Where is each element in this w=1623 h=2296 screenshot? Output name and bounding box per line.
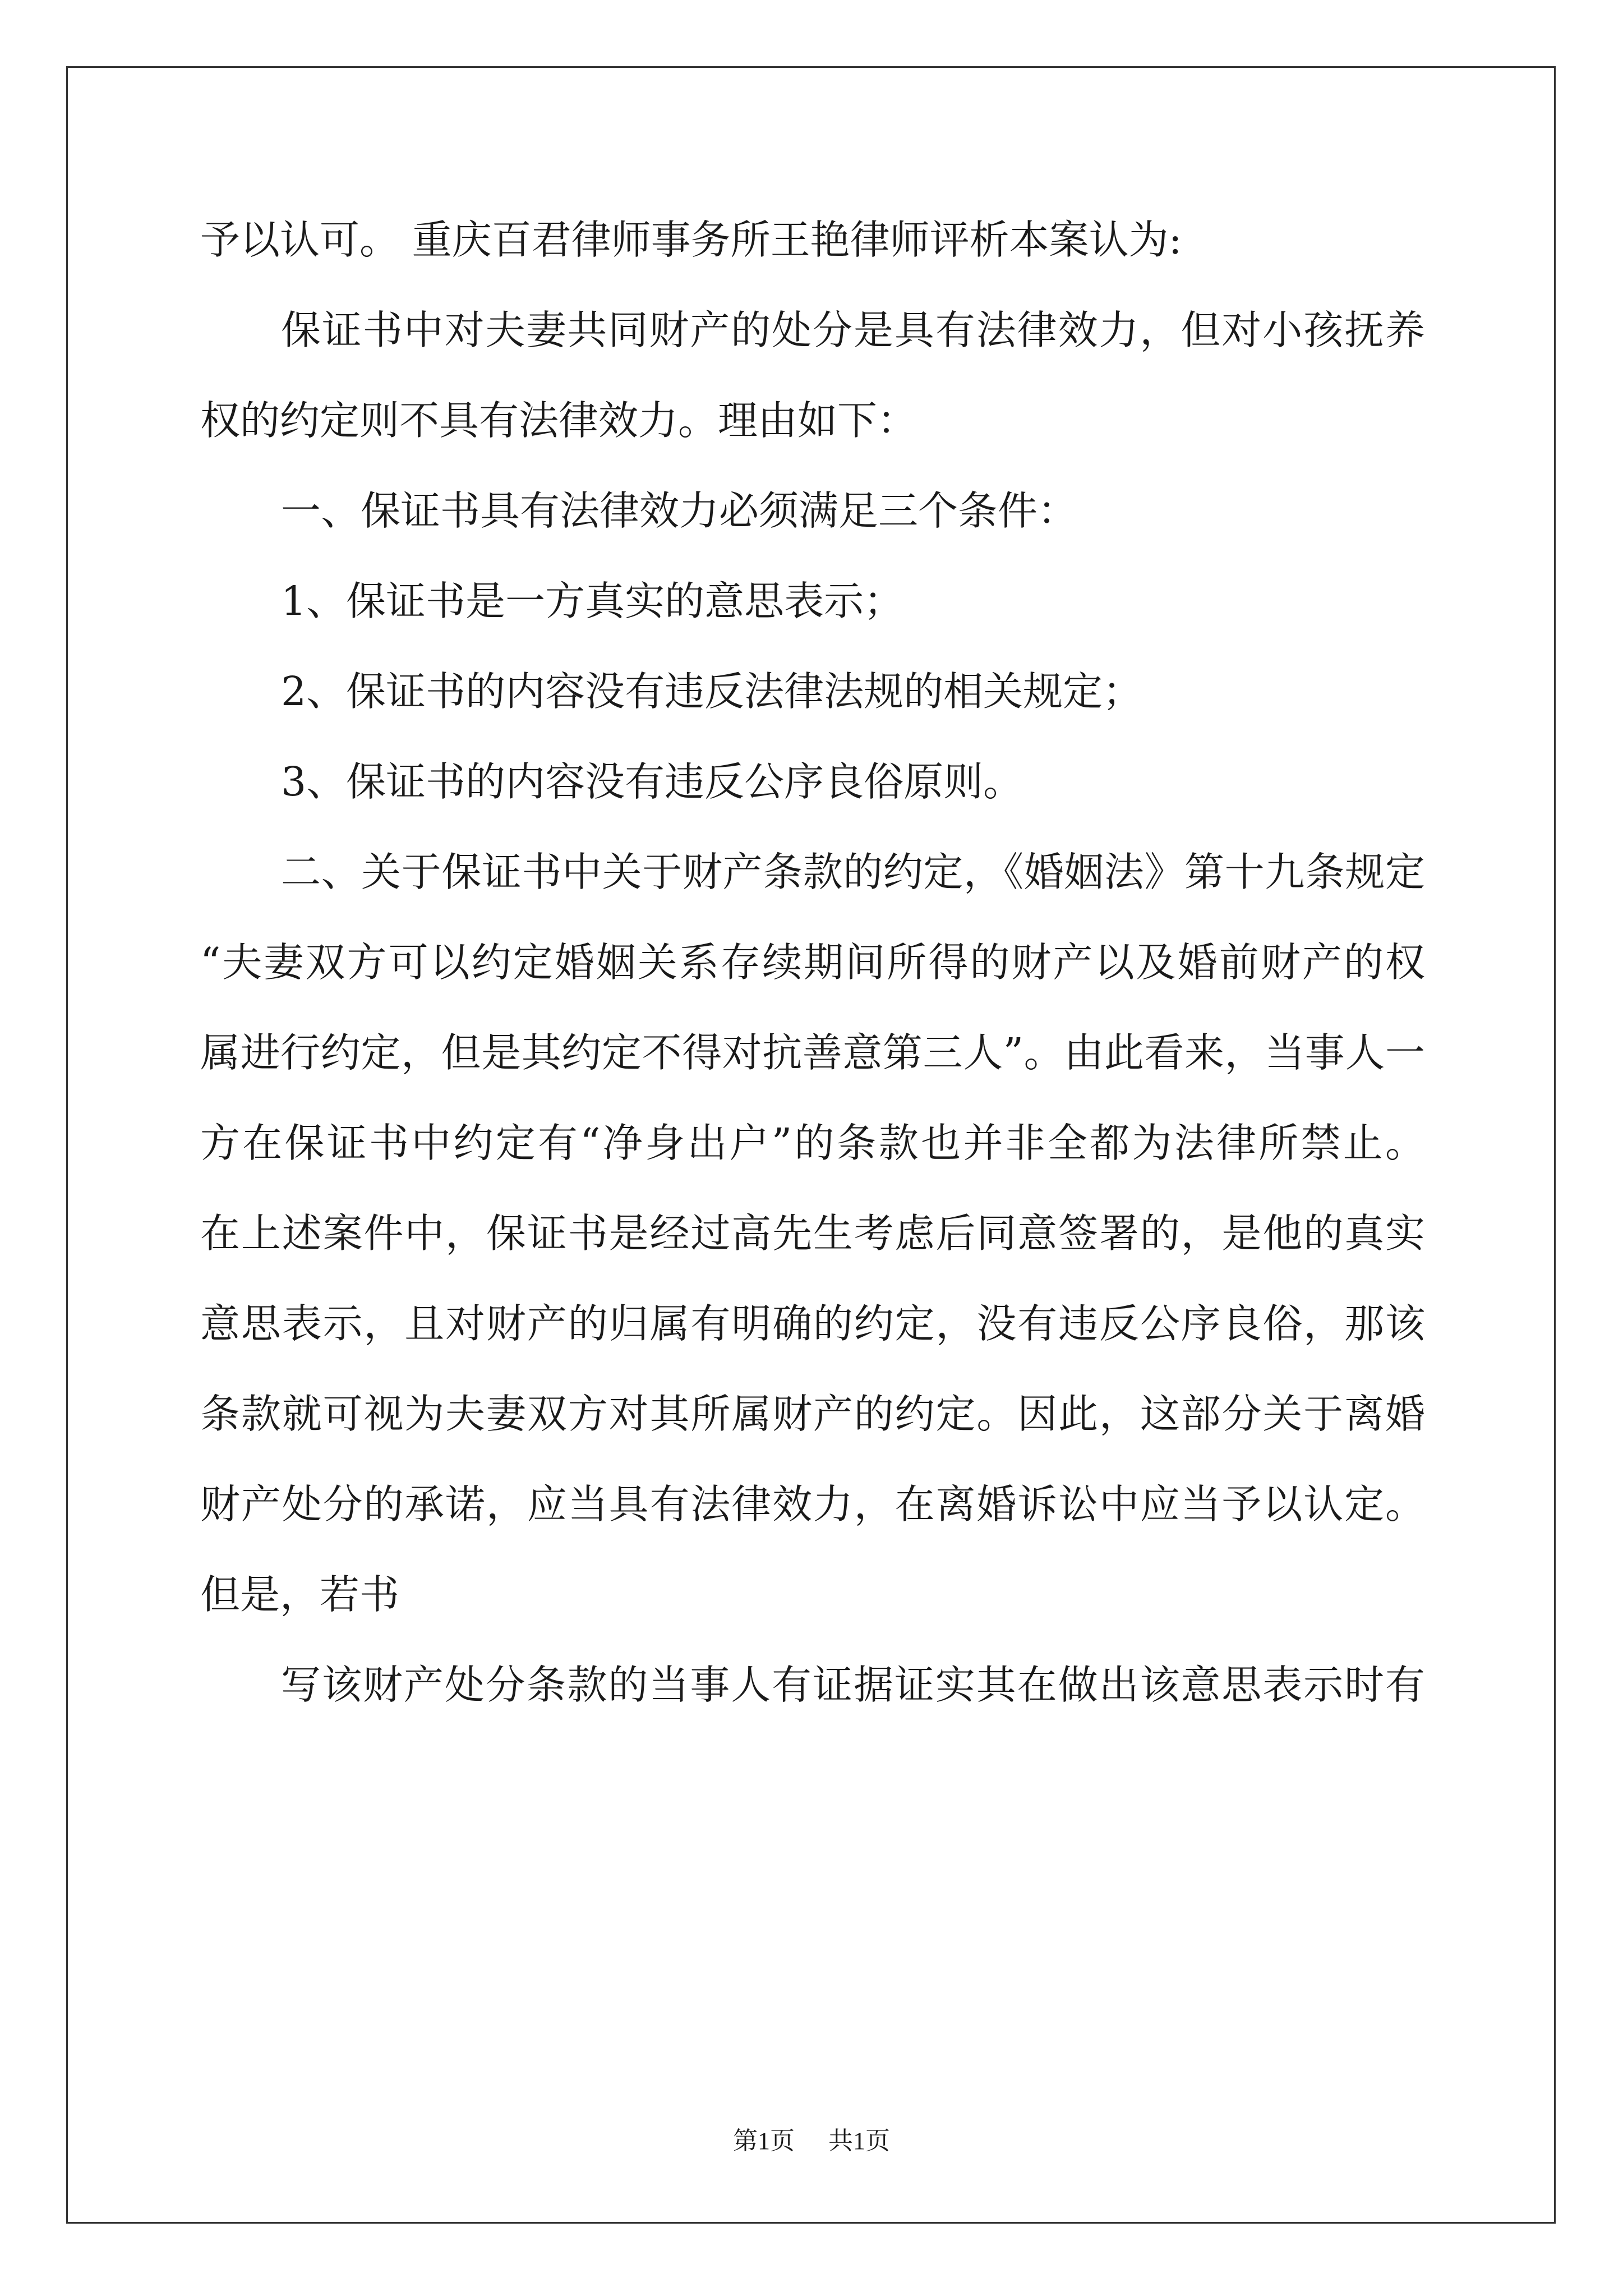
text-line: 财产处分的承诺，应当具有法律效力，在离婚诉讼中应当予以认定。 bbox=[200, 1481, 1425, 1527]
text-line: 写该财产处分条款的当事人有证据证实其在做出该意思表示时有 bbox=[281, 1662, 1425, 1708]
text-line: 方在保证书中约定有“净身出户”的条款也并非全都为法律所禁止。 bbox=[200, 1120, 1425, 1166]
text-line: 属进行约定，但是其约定不得对抗善意第三人”。由此看来，当事人一 bbox=[200, 1029, 1425, 1076]
page-number-total: 共1页 bbox=[828, 2127, 890, 2155]
text-line: 保证书中对夫妻共同财产的处分是具有法律效力，但对小孩抚养 bbox=[281, 307, 1425, 353]
page-footer bbox=[0, 2120, 1623, 2156]
text-line: 二、关于保证书中关于财产条款的约定，《婚姻法》第十九条规定 bbox=[281, 849, 1425, 895]
text-line: 一、保证书具有法律效力必须满足三个条件： bbox=[281, 487, 1078, 534]
text-line: 1、保证书是一方真实的意思表示； bbox=[281, 578, 904, 624]
text-line: 但是，若书 bbox=[200, 1571, 400, 1618]
text-line: 2、保证书的内容没有违反法律法规的相关规定； bbox=[281, 668, 1143, 715]
text-line: 条款就可视为夫妻双方对其所属财产的约定。因此，这部分关于离婚 bbox=[200, 1391, 1425, 1437]
page-number-current: 第1页 bbox=[733, 2127, 795, 2155]
text-line: 予以认可。 重庆百君律师事务所王艳律师评析本案认为: bbox=[200, 217, 1182, 263]
text-line: 3、保证书的内容没有违反公序良俗原则。 bbox=[281, 758, 1023, 805]
text-line: 在上述案件中，保证书是经过高先生考虑后同意签署的，是他的真实 bbox=[200, 1210, 1425, 1257]
text-line: 权的约定则不具有法律效力。理由如下： bbox=[200, 397, 917, 444]
text-line: “夫妻双方可以约定婚姻关系存续期间所得的财产以及婚前财产的权 bbox=[200, 939, 1425, 986]
text-line: 意思表示，且对财产的归属有明确的约定，没有违反公序良俗，那该 bbox=[200, 1300, 1425, 1347]
